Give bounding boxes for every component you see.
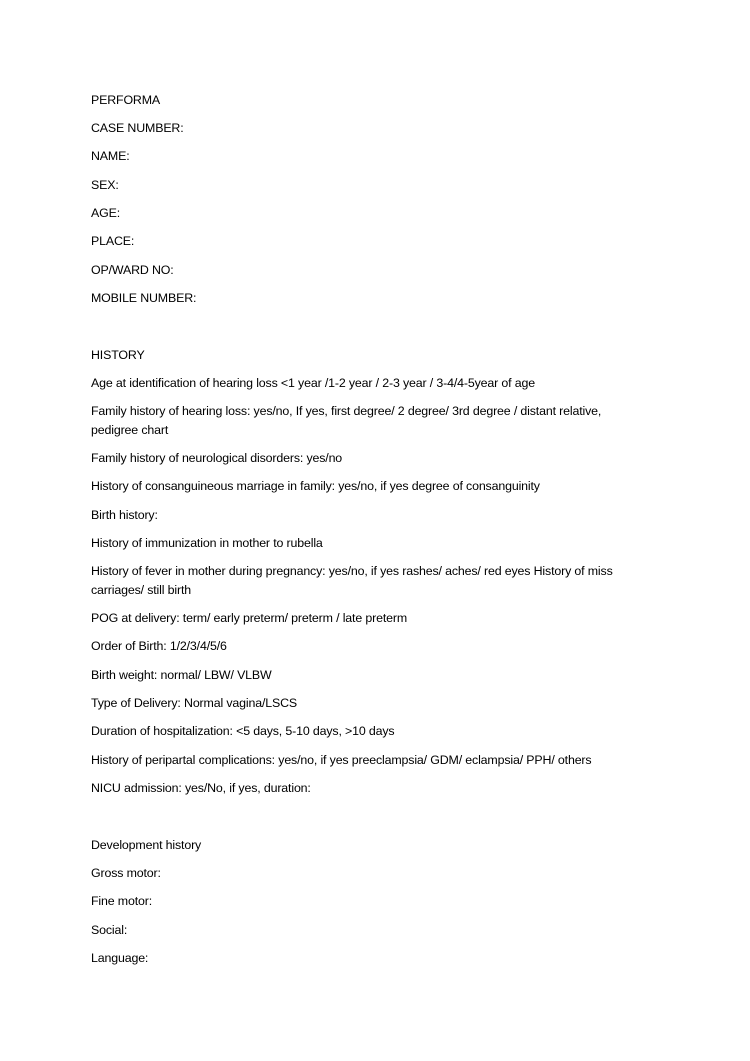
- field-place: PLACE:: [91, 234, 135, 248]
- field-name: NAME:: [91, 149, 130, 163]
- field-op-ward-no: OP/WARD NO:: [91, 263, 174, 277]
- history-item-order-of-birth: Order of Birth: 1/2/3/4/5/6: [91, 639, 227, 653]
- history-item-birth-history: Birth history:: [91, 508, 158, 522]
- history-item-family-neurological: Family history of neurological disorders: yes/no: [91, 451, 343, 465]
- history-item-pog-delivery: POG at delivery: term/ early preterm/ preterm / late preterm: [91, 611, 408, 625]
- history-item-type-of-delivery: Type of Delivery: Normal vagina/LSCS: [91, 696, 298, 710]
- field-mobile-number: MOBILE NUMBER:: [91, 291, 197, 305]
- development-item-language: Language:: [91, 951, 149, 965]
- field-case-number: CASE NUMBER:: [91, 121, 184, 135]
- history-item-birth-weight: Birth weight: normal/ LBW/ VLBW: [91, 668, 272, 682]
- history-item-fever-pregnancy-cont: carriages/ still birth: [91, 583, 191, 597]
- development-item-gross-motor: Gross motor:: [91, 866, 161, 880]
- development-heading: Development history: [91, 838, 202, 852]
- history-item-peripartal-complications: History of peripartal complications: yes/no, if yes preeclampsia/ GDM/ eclampsia/ PPH/ others: [91, 753, 592, 767]
- history-item-hospitalization-duration: Duration of hospitalization: <5 days, 5-10 days, >10 days: [91, 724, 395, 738]
- development-item-social: Social:: [91, 923, 128, 937]
- development-item-fine-motor: Fine motor:: [91, 894, 153, 908]
- history-heading: HISTORY: [91, 348, 145, 362]
- field-sex: SEX:: [91, 178, 119, 192]
- history-item-rubella-immunization: History of immunization in mother to rubella: [91, 536, 323, 550]
- document-title: PERFORMA: [91, 93, 161, 107]
- history-item-fever-pregnancy: History of fever in mother during pregnancy: yes/no, if yes rashes/ aches/ red eyes History of miss: [91, 564, 613, 578]
- field-age: AGE:: [91, 206, 121, 220]
- history-item-family-hearing-loss: Family history of hearing loss: yes/no, If yes, first degree/ 2 degree/ 3rd degree / distant relative,: [91, 404, 602, 418]
- history-item-nicu-admission: NICU admission: yes/No, if yes, duration:: [91, 781, 311, 795]
- history-item-family-hearing-loss-cont: pedigree chart: [91, 423, 169, 437]
- history-item-consanguineous: History of consanguineous marriage in family: yes/no, if yes degree of consanguinity: [91, 479, 540, 493]
- history-item-age-identification: Age at identification of hearing loss <1 year /1-2 year / 2-3 year / 3-4/4-5year of age: [91, 376, 535, 390]
